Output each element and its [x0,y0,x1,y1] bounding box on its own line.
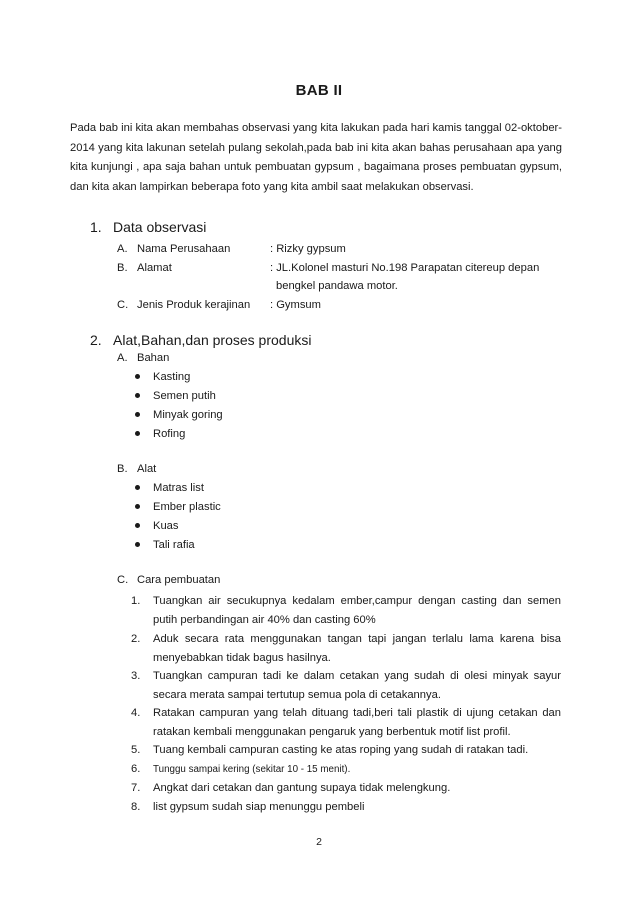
step-text: Aduk secara rata menggunakan tangan tapi jangan terlalu lama karena bisa menyebabkan tidak bagus hasilnya. [153,633,561,664]
section-1-title: Data observasi [113,219,207,235]
list-item-text: Rofing [153,428,186,440]
page-number: 2 [316,836,322,848]
field-label: Alamat [137,262,172,274]
bullet-icon [135,393,140,398]
list-item [135,371,190,383]
field-label: Nama Perusahaan [137,243,231,255]
step-text: Tuangkan campuran tadi ke dalam cetakan yang sudah di olesi minyak sayur secara merata sampai tertutup semua pola di cetakannya. [153,670,561,701]
step-number: 4. [131,707,141,719]
field-value: : Rizky gypsum [270,243,346,255]
bullet-icon [135,412,140,417]
bullet-icon [135,485,140,490]
field-value: : JL.Kolonel masturi No.198 Parapatan citereup depan [270,262,540,274]
subsection-bahan [117,352,169,364]
subsection-letter: C. [117,574,129,586]
bullet-icon [135,431,140,436]
list-item [135,539,195,551]
list-item [135,409,223,421]
step-number: 6. [131,763,141,775]
list-item [135,428,185,440]
list-item [135,520,179,532]
field-letter: B. [117,262,128,274]
field-value: : Gymsum [270,299,321,311]
section-1-number: 1. [90,219,102,235]
bullet-icon [135,374,140,379]
field-value-continued: bengkel pandawa motor. [276,280,398,292]
bullet-icon [135,523,140,528]
bullet-icon [135,504,140,509]
subsection-cara [117,574,220,586]
subsection-label: Cara pembuatan [137,574,221,586]
list-item-text: Kuas [153,520,179,532]
bullet-icon [135,542,140,547]
list-item-text: Kasting [153,371,191,383]
step-number: 2. [131,633,141,645]
field-letter: C. [117,299,129,311]
subsection-letter: B. [117,463,128,475]
step-number: 1. [131,595,141,607]
intro-paragraph: Pada bab ini kita akan membahas observasi yang kita lakukan pada hari kamis tanggal 02-oktober-2014 yang kita lakunan setelah pulang sekolah,pada bab ini kita akan bahas perusahaan apa yang kita kunjungi , apa saja bahan untuk pembuatan gypsum , bagaimana proses pembuatan gypsum, dan kita akan lampirkan beberapa foto yang kita ambil saat melakukan observasi. [70,122,562,193]
step-text: Ratakan campuran yang telah dituang tadi,beri tali plastik di ujung cetakan dan ratakan kembali menggunakan pengaruk yang berbentuk motif list profil. [153,707,561,738]
chapter-title: BAB II [295,82,343,99]
step-number: 8. [131,801,141,813]
subsection-label: Alat [137,463,157,475]
step-number: 3. [131,670,141,682]
step-text: Tuang kembali campuran casting ke atas roping yang sudah di ratakan tadi. [153,744,529,756]
step-number: 7. [131,782,141,794]
step-text: Angkat dari cetakan dan gantung supaya tidak melengkung. [153,782,451,794]
list-item [135,390,216,402]
section-2-heading [90,332,311,348]
subsection-label: Bahan [137,352,170,364]
list-item-text: Minyak goring [153,409,223,421]
list-item-text: Tali rafia [153,539,195,551]
subsection-letter: A. [117,352,128,364]
subsection-alat [117,463,156,475]
list-item-text: Semen putih [153,390,216,402]
section-2-title: Alat,Bahan,dan proses produksi [113,332,312,348]
list-item-text: Ember plastic [153,501,221,513]
section-2-number: 2. [90,332,102,348]
list-item [135,482,204,494]
list-item [135,501,221,513]
list-item-text: Matras list [153,482,204,494]
section-1-heading [90,219,206,235]
field-label: Jenis Produk kerajinan [137,299,251,311]
field-letter: A. [117,243,128,255]
step-text: Tuangkan air secukupnya kedalam ember,campur dengan casting dan semen putih perbandingan air 40% dan casting 60% [153,595,561,626]
step-text: list gypsum sudah siap menunggu pembeli [153,801,365,813]
step-text: Tunggu sampai kering (sekitar 10 - 15 menit). [153,764,351,775]
step-number: 5. [131,744,141,756]
